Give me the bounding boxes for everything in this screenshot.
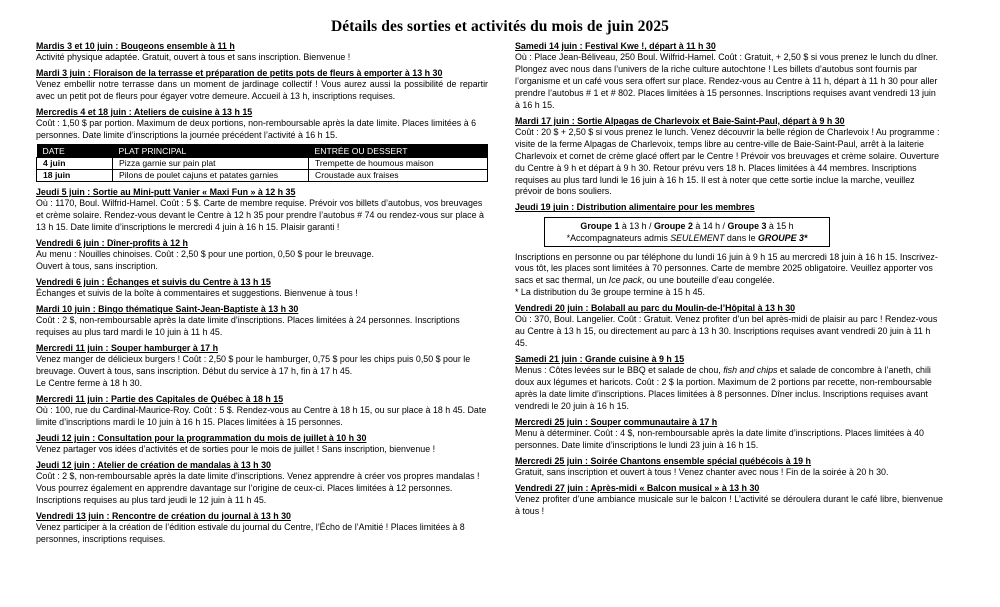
event-minipitt <box>36 187 488 234</box>
group-label: Groupe 2 <box>653 220 693 231</box>
event-heading: Vendredi 27 juin : Après-midi « Balcon musical » à 13 h 30 <box>515 483 760 494</box>
event-diner <box>36 238 488 273</box>
event-text-part: Inscriptions en personne ou par téléphone du lundi 16 juin à 9 h 15 au mercredi 18 juin à 16 h 15. Inscrivez-vous tôt, les places sont limitées à 70 personnes. Carte de membre 2025 obligatoire. Veuillez apporter vos sacs et sac thermal, un <box>515 251 938 286</box>
event-festival <box>515 41 943 112</box>
event-text: Venez profiter d’une ambiance musicale sur le balcon ! L’activité se déroulera durant le café libre, bienvenue à tous ! <box>515 494 943 517</box>
event-distribution <box>515 202 943 299</box>
event-text: Ouvert à tous, sans inscription. <box>36 261 158 272</box>
event-text: Au menu : Nouilles chinoises. Coût : 2,50 $ pour une portion, 0,50 $ pour le breuvage. <box>36 249 374 260</box>
event-echanges <box>36 277 488 300</box>
table-cell: 4 juin <box>37 158 113 170</box>
event-text: Coût : 20 $ + 2,50 $ si vous prenez le lunch. Venez découvrir la belle région de Charlevoix ! Au programme : visite de la ferme Alpagas de Charlevoix, temps libre au centre-ville de Baie-Saint-Paul, arrêt à la laiterie Charlevoix et cornet de crème glacé offert par le Centre ! Prévoir vos breuvages et crème solaire. Ouverture du Centre à 9 h et départ à 9 h 30. Retour prévu vers 18 h. Places limitées à 44 membres. Inscriptions requises au plus tard lundi le 16 juin à 16 h 15. Il est à noter que cette sortie inclue la marche, veuillez prévoir de bons souliers. <box>515 126 940 197</box>
event-text: Activité physique adaptée. Gratuit, ouvert à tous et sans inscription. Bienvenue ! <box>36 52 351 63</box>
event-bolaball <box>515 303 943 350</box>
event-heading: Vendredi 6 juin : Échanges et suivis du Centre à 13 h 15 <box>36 277 271 288</box>
table-cell: 18 juin <box>37 170 113 182</box>
event-text: Venez embellir notre terrasse dans un moment de jardinage collectif ! Vous aurez aussi la possibilité de repartir avec un petit pot de fleurs pour égayer votre demeure. Accueil à 13 h, inscriptions requises. <box>36 79 488 102</box>
table-cell: Pilons de poulet cajuns et patates garnies <box>113 170 309 182</box>
note-emphasis: GROUPE 3* <box>758 232 808 243</box>
event-grande-cuisine <box>515 354 943 413</box>
event-text: Coût : 1,50 $ par portion. Maximum de deux portions, non-remboursable après la date limite. Places limitées à 6 personnes. Date limite d’inscriptions la journée précédent l’activité à 16 h 15. <box>36 118 477 141</box>
event-heading: Jeudi 19 juin : Distribution alimentaire pour les membres <box>515 202 755 213</box>
event-text-part: , ou une bouteille d’eau congelée. <box>641 275 775 286</box>
event-text: Menu à déterminer. Coût : 4 $, non-remboursable après la date limite d’inscriptions. Places limitées à 40 personnes. Date limite d’inscriptions le lundi 23 juin à 16 h 15. <box>515 428 924 451</box>
event-text: Coût : 2 $, non-remboursable après la date limite d’inscriptions. Places limitées à 24 personnes. Inscriptions requises au plus tard mardi le 10 juin à 11 h 45. <box>36 315 460 338</box>
event-text: Échanges et suivis de la boîte à commentaires et suggestions. Bienvenue à tous ! <box>36 288 358 299</box>
event-consultation <box>36 433 488 456</box>
event-text: Venez manger de délicieux burgers ! Coût : 2,50 $ pour le hamburger, 0,75 $ pour les chips puis 0,50 $ pour le breuvage. Ouvert à tous, sans inscription. Début du service à 17 h, fin à 17 h 45. <box>36 354 471 377</box>
event-bingo <box>36 304 488 339</box>
table-row <box>37 158 488 170</box>
event-souper-communautaire <box>515 417 943 452</box>
table-cell: Trempette de houmous maison <box>309 158 488 170</box>
event-heading: Mercredi 25 juin : Souper communautaire à 17 h <box>515 416 718 427</box>
event-heading: Mardi 10 juin : Bingo thématique Saint-Jean-Baptiste à 13 h 30 <box>36 304 299 315</box>
event-souper-hamburger <box>36 343 488 390</box>
event-heading: Jeudi 5 juin : Sortie au Mini-putt Vanier « Maxi Fun » à 12 h 35 <box>36 187 296 198</box>
event-heading: Jeudi 12 juin : Atelier de création de mandalas à 13 h 30 <box>36 460 271 471</box>
group-time: à 13 h / <box>619 220 654 231</box>
event-mandalas <box>36 460 488 507</box>
event-text: Le Centre ferme à 18 h 30. <box>36 378 143 389</box>
event-floraison <box>36 68 488 103</box>
event-heading: Mardi 17 juin : Sortie Alpagas de Charlevoix et Baie-Saint-Paul, départ à 9 h 30 <box>515 115 845 126</box>
event-heading: Vendredi 6 juin : Dîner-profits à 12 h <box>36 238 188 249</box>
table-cell: Croustade aux fraises <box>309 170 488 182</box>
group-time: à 14 h / <box>692 220 728 231</box>
table-header: PLAT PRINCIPAL <box>113 144 309 158</box>
event-text-part: et salade de concombre à l’aneth, chili doux aux légumes et haricots. Coût : 2 $ la portion. Maximum de 2 portions par recette, non-remboursable après la date limite d’inscriptions. Places limitées à 8 personnes. Dîner inclus. Inscriptions requises avant vendredi le 20 juin à 16 h 15. <box>515 365 932 412</box>
event-text: Venez participer à la création de l’édition estivale du journal du Centre, l’Écho de l’Amitié ! Places limitées à 8 personnes, inscriptions requises. <box>36 522 465 545</box>
event-heading: Mercredi 11 juin : Souper hamburger à 17 h <box>36 343 218 354</box>
event-heading: Mercredi 11 juin : Partie des Capitales de Québec à 18 h 15 <box>36 394 284 405</box>
groups-line <box>549 220 825 232</box>
group-label: Groupe 3 <box>727 220 767 231</box>
right-column <box>515 41 943 522</box>
cuisine-menu-table <box>36 144 488 182</box>
table-header: ENTRÉE OU DESSERT <box>309 144 488 158</box>
event-heading: Mercredi 25 juin : Soirée Chantons ensemble spécial québécois à 19 h <box>515 455 811 466</box>
event-heading: Vendredi 13 juin : Rencontre de création du journal à 13 h 30 <box>36 511 291 522</box>
event-text-part: fish and chips <box>723 365 778 376</box>
groups-box <box>544 217 830 247</box>
event-heading: Vendredi 20 juin : Bolaball au parc du Moulin-de-l’Hôpital à 13 h 30 <box>515 303 796 314</box>
event-text: Où : 370, Boul. Langelier. Coût : Gratuit. Venez profiter d’un bel après-midi de plaisir au parc ! Rendez-vous au Centre à 13 h 15, ou directement au parc à 13 h 30. Inscriptions requises avant vendredi 20 juin à 11 h 45. <box>515 314 938 349</box>
event-text: Où : 100, rue du Cardinal-Maurice-Roy. Coût : 5 $. Rendez-vous au Centre à 18 h 15, ou sur place à 18 h 45. Date limite d’inscriptions mardi le 10 juin à 16 h 15. Places limitées à 15 personnes. <box>36 405 487 428</box>
table-header-row <box>37 144 488 158</box>
accompagnateurs-note <box>549 232 825 244</box>
event-text <box>515 252 943 288</box>
group-label: Groupe 1 <box>580 220 620 231</box>
note-text: *Accompagnateurs admis <box>566 232 671 243</box>
left-column <box>36 41 488 550</box>
event-text <box>515 365 943 413</box>
event-heading: Mardis 3 et 10 juin : Bougeons ensemble à 11 h <box>36 41 235 51</box>
event-heading: Mardi 3 juin : Floraison de la terrasse et préparation de petits pots de fleurs à emporter à 13 h 30 <box>36 68 443 79</box>
event-journal <box>36 511 488 546</box>
page-title: Détails des sorties et activités du mois de juin 2025 <box>330 18 670 35</box>
event-text: * La distribution du 3e groupe termine à 15 h 45. <box>515 287 705 298</box>
note-text: dans le <box>724 232 759 243</box>
event-cuisine <box>36 107 488 182</box>
event-heading: Mercredis 4 et 18 juin : Ateliers de cuisine à 13 h 15 <box>36 107 253 118</box>
table-row <box>37 170 488 182</box>
event-text: Où : Place Jean-Béliveau, 250 Boul. Wilfrid-Hamel. Coût : Gratuit, + 2,50 $ si vous prenez le lunch du dîner. Plongez avec nous dans l’univers de la riche culture autochtone ! Les billets d’autobus sont fournis par l’organisme et un café vous sera offert sur place. Rendez-vous au Centre à 11 h, départ à 11 h 30 pour aller prendre l’autobus # 1 et # 802. Places limitées à 15 personnes. Inscriptions requises avant vendredi 13 juin à 16 h 15. <box>515 52 939 110</box>
event-alpagas <box>515 116 943 199</box>
event-text: Où : 1170, Boul. Wilfrid-Hamel. Coût : 5 $. Carte de membre requise. Prévoir vos billets d’autobus, vos breuvages et crème solaire. Rendez-vous devant le Centre à 12 h 35 pour prendre l’autobus # 74 ou rendez-vous sur place à 13 h 15. Date limite d’inscriptions le mercredi 4 juin à 16 h 15. Plaisir garanti ! <box>36 198 484 233</box>
event-text-part: Menus : Côtes levées sur le BBQ et salade de chou, <box>515 365 724 376</box>
event-balcon <box>515 483 943 518</box>
event-capitales <box>36 394 488 429</box>
event-text: Gratuit, sans inscription et ouvert à tous ! Venez chanter avec nous ! Fin de la soirée à 20 h 30. <box>515 467 889 478</box>
event-heading: Samedi 14 juin : Festival Kwe !, départ à 11 h 30 <box>515 41 716 51</box>
group-time: à 15 h <box>766 220 794 231</box>
table-cell: Pizza garnie sur pain plat <box>113 158 309 170</box>
event-chantons <box>515 456 943 479</box>
event-bougeons <box>36 41 488 64</box>
event-text: Venez partager vos idées d’activités et de sorties pour le mois de juillet ! Sans inscription, bienvenue ! <box>36 444 436 455</box>
event-heading: Jeudi 12 juin : Consultation pour la programmation du mois de juillet à 10 h 30 <box>36 433 367 444</box>
table-header: DATE <box>37 144 113 158</box>
event-text-part: Ice pack <box>608 275 642 286</box>
note-emphasis: SEULEMENT <box>670 232 725 243</box>
event-text: Coût : 2 $, non-remboursable après la date limite d’inscriptions. Venez apprendre à créer vos propres mandalas ! Vous pourrez également en apprendre davantage sur l’origine de ceux-ci. Places limitées à 12 personnes. Inscriptions requises au plus tard jeudi le 12 juin à 11 h 45. <box>36 471 480 506</box>
event-heading: Samedi 21 juin : Grande cuisine à 9 h 15 <box>515 354 685 365</box>
